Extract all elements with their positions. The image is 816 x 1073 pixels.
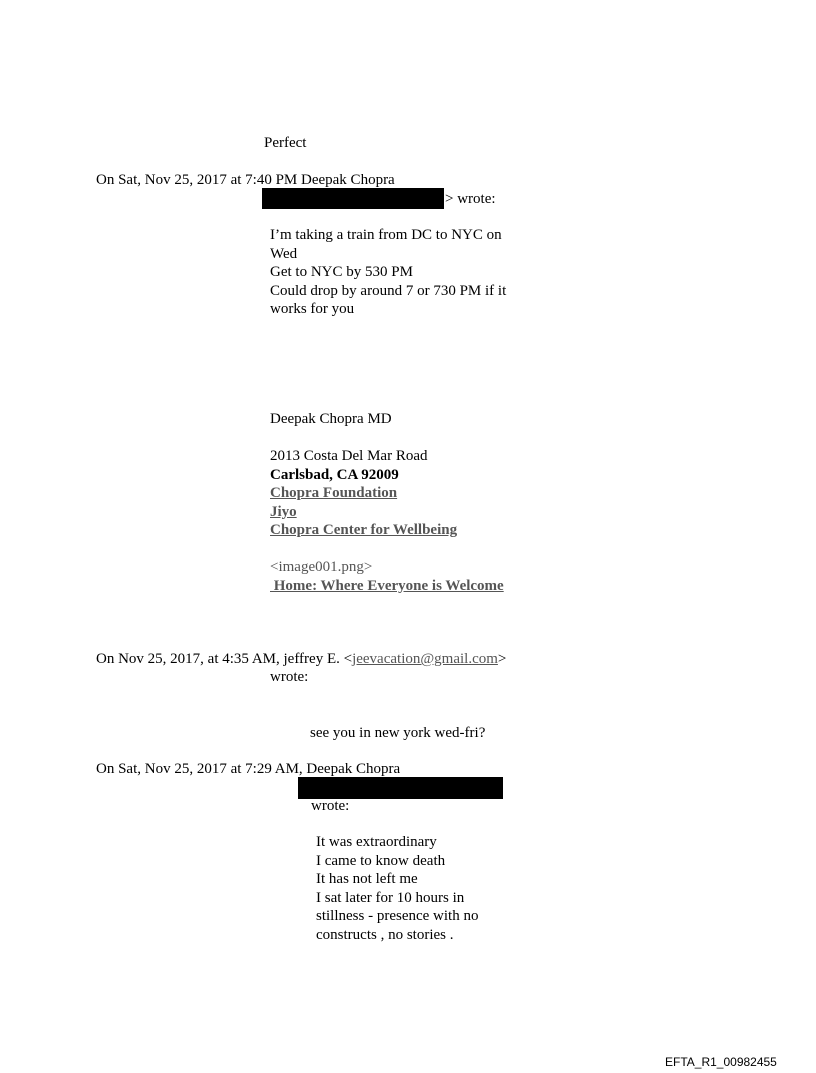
signature-image-block	[270, 558, 504, 595]
message-3-line: I came to know death	[316, 852, 446, 869]
quote-header-2-wrote: wrote:	[270, 669, 309, 685]
signature-city: Carlsbad, CA 92009	[270, 466, 399, 483]
message-2-body: see you in new york wed-fri?	[310, 725, 486, 741]
message-3-line: constructs , no stories .	[316, 926, 454, 943]
link-jiyo[interactable]: Jiyo	[270, 503, 297, 520]
message-3-line: It has not left me	[316, 871, 418, 887]
redaction-bar-1	[262, 188, 444, 209]
signature-name: Deepak Chopra MD	[270, 411, 392, 427]
message-1-line: Could drop by around 7 or 730 PM if it	[270, 282, 507, 299]
quote-header-3-wrote: wrote:	[311, 798, 350, 814]
message-3-line: It was extraordinary	[316, 834, 437, 850]
signature-block	[270, 447, 457, 540]
quote-header-1: On Sat, Nov 25, 2017 at 7:40 PM Deepak Chopra	[96, 172, 395, 188]
message-3-line: stillness - presence with no	[316, 908, 479, 924]
message-1-line: Get to NYC by 530 PM	[270, 264, 413, 280]
quote-header-3: On Sat, Nov 25, 2017 at 7:29 AM, Deepak Chopra	[96, 761, 401, 777]
message-1-line: Wed	[270, 245, 298, 262]
document-id: EFTA_R1_00982455	[665, 1055, 777, 1069]
redaction-bar-2	[298, 777, 503, 799]
quote-header-2	[96, 650, 506, 668]
reply-text: Perfect	[264, 135, 307, 151]
message-1-body	[270, 226, 506, 319]
message-1-line: I’m taking a train from DC to NYC on	[270, 227, 502, 243]
link-chopra-foundation[interactable]: Chopra Foundation	[270, 485, 398, 501]
message-3-line: I sat later for 10 hours in	[316, 889, 465, 906]
quote-header-2-prefix: On Nov 25, 2017, at 4:35 AM, jeffrey E. <	[96, 651, 353, 667]
quote-header-1-wrote: > wrote:	[445, 191, 496, 207]
link-chopra-center[interactable]: Chopra Center for Wellbeing	[270, 522, 458, 538]
quote-header-2-suffix: >	[497, 651, 507, 667]
image-placeholder: <image001.png>	[270, 559, 373, 575]
message-1-line: works for you	[270, 301, 355, 317]
message-3-body	[316, 833, 478, 944]
email-link[interactable]: jeevacation@gmail.com	[352, 651, 498, 667]
signature-address: 2013 Costa Del Mar Road	[270, 448, 428, 464]
link-home-tagline[interactable]: Home: Where Everyone is Welcome	[270, 577, 504, 594]
